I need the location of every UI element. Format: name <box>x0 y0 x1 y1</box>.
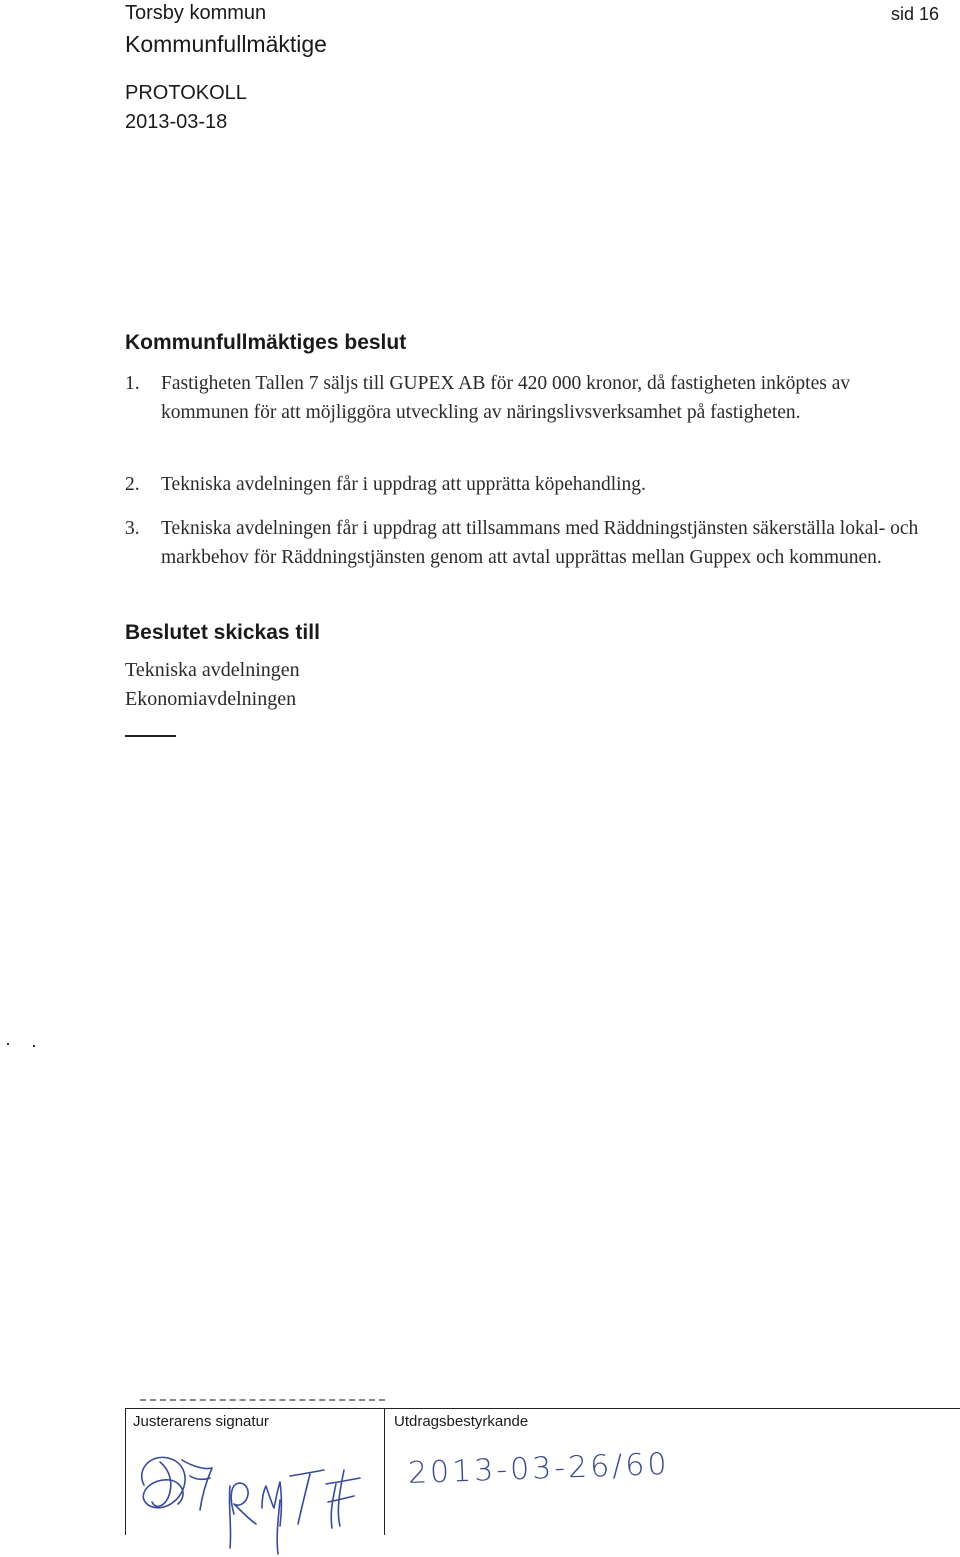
handwritten-signatures <box>130 1440 380 1555</box>
signature-box-divider <box>384 1408 385 1535</box>
handwritten-certification-date: 2013-03-26/60 <box>407 1446 671 1491</box>
assembly-name: Kommunfullmäktige <box>125 31 327 57</box>
decision-item-number: 1. <box>125 373 140 394</box>
footer-faint-line <box>140 1399 385 1401</box>
decision-heading: Kommunfullmäktiges beslut <box>125 331 407 354</box>
page-number: sid 16 <box>890 4 939 24</box>
decision-item-text: Tekniska avdelningen får i uppdrag att upprätta köpehandling. <box>161 474 646 495</box>
decision-item-text: Tekniska avdelningen får i uppdrag att tillsammans med Räddningstjänsten säkerställa lokal- och markbehov för Räddningstjänsten genom att avtal upprättas mellan Guppex och kommunen. <box>161 518 919 568</box>
scan-speck <box>7 1043 9 1045</box>
decision-item-number: 3. <box>125 518 140 539</box>
distribution-heading: Beslutet skickas till <box>125 621 320 644</box>
scan-speck <box>33 1045 35 1047</box>
footer-divider <box>125 1408 960 1409</box>
decision-item <box>125 369 935 427</box>
certification-label: Utdragsbestyrkande <box>394 1413 529 1430</box>
decision-item-number: 2. <box>125 474 140 495</box>
recipient: Ekonomiavdelningen <box>125 688 297 710</box>
decision-item <box>125 470 935 499</box>
document-date: 2013-03-18 <box>125 111 228 133</box>
recipient: Tekniska avdelningen <box>125 659 300 681</box>
organization-name: Torsby kommun <box>125 2 267 24</box>
signature-box-left-border <box>125 1408 126 1535</box>
decision-item <box>125 514 935 572</box>
document-type: PROTOKOLL <box>125 82 247 104</box>
signature-label: Justerarens signatur <box>133 1413 269 1430</box>
section-end-divider <box>125 735 176 737</box>
decision-item-text: Fastigheten Tallen 7 säljs till GUPEX AB för 420 000 kronor, då fastigheten inköptes av kommunen för att möjliggöra utveckling av näringslivsverksamhet på fastigheten. <box>161 373 851 423</box>
